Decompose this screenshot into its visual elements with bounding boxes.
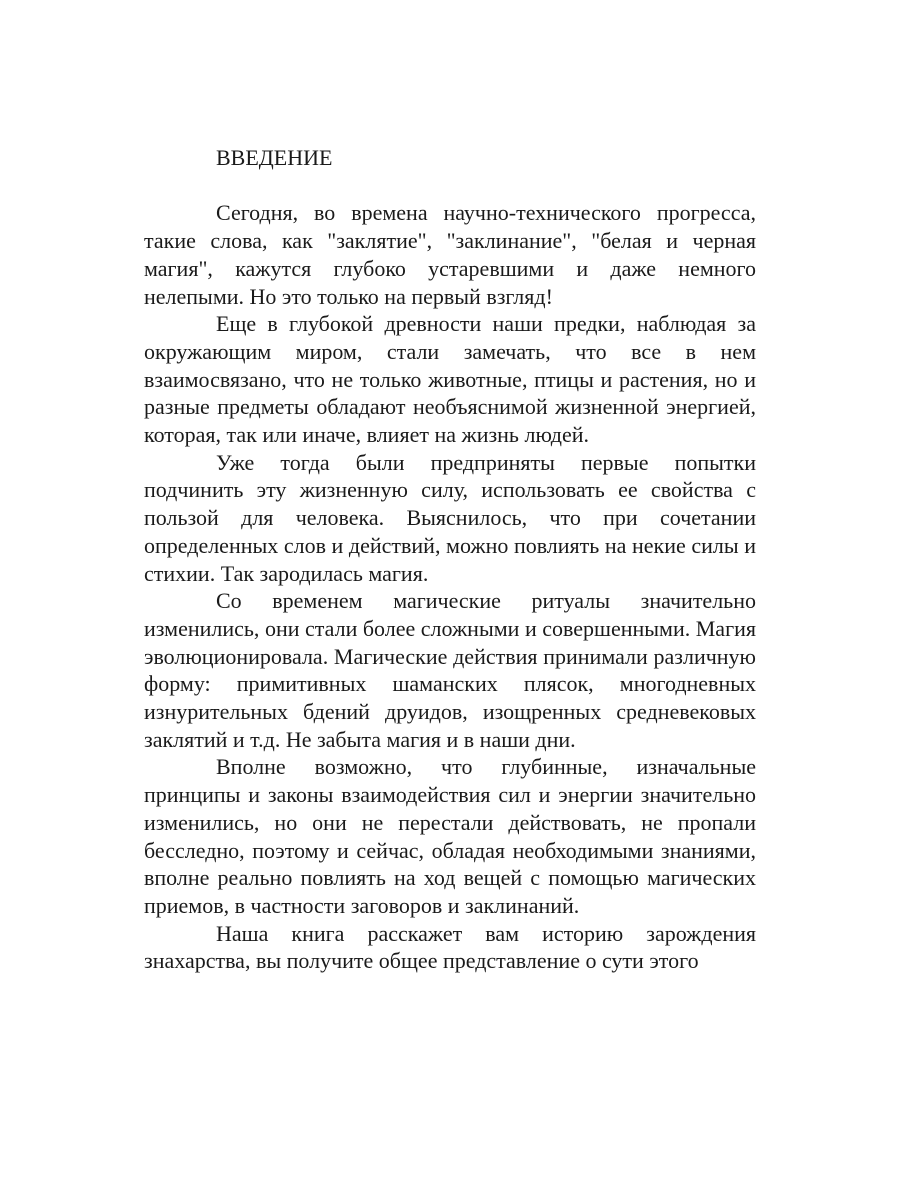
paragraph-3: Уже тогда были предприняты первые попытки подчинить эту жизненную силу, использовать ее свойства с пользой для человека. Выяснилось, что при сочетании определенных слов и действий, можно повлиять на некие силы и стихии. Так зародилась магия.: [144, 449, 756, 586]
paragraph-4: Со временем магические ритуалы значительно изменились, они стали более сложными и совершенными. Магия эволюционировала. Магические действия принимали различную форму: примитивных шаманских плясок, многодневных изнурительных бдений друидов, изощренных средневековых заклятий и т.д. Не забыта магия и в наши дни.: [144, 588, 756, 752]
page-text: [144, 144, 756, 975]
paragraph-2: Еще в глубокой древности наши предки, наблюдая за окружающим миром, стали замечать, что все в нем взаимосвязано, что не только животные, птицы и растения, но и разные предметы обладают необъяснимой жизненной энергией, которая, так или иначе, влияет на жизнь людей.: [144, 311, 756, 448]
paragraph-6: Наша книга расскажет вам историю зарождения знахарства, вы получите общее представление о сути этого: [144, 920, 756, 974]
heading-spacer: [144, 172, 756, 200]
paragraph-1: Сегодня, во времена научно-технического прогресса, такие слова, как "заклятие", "заклинание", "белая и черная магия", кажутся глубоко устаревшими и даже немного нелепыми. Но это только на первый взгляд!: [144, 200, 756, 309]
chapter-heading: ВВЕДЕНИЕ: [216, 145, 333, 170]
paragraph-5: Вполне возможно, что глубинные, изначальные принципы и законы взаимодействия сил и энергии значительно изменились, но они не перестали действовать, не пропали бесследно, поэтому и сейчас, обладая необходимыми знаниями, вполне реально повлиять на ход вещей с помощью магических приемов, в частности заговоров и заклинаний.: [144, 754, 756, 918]
